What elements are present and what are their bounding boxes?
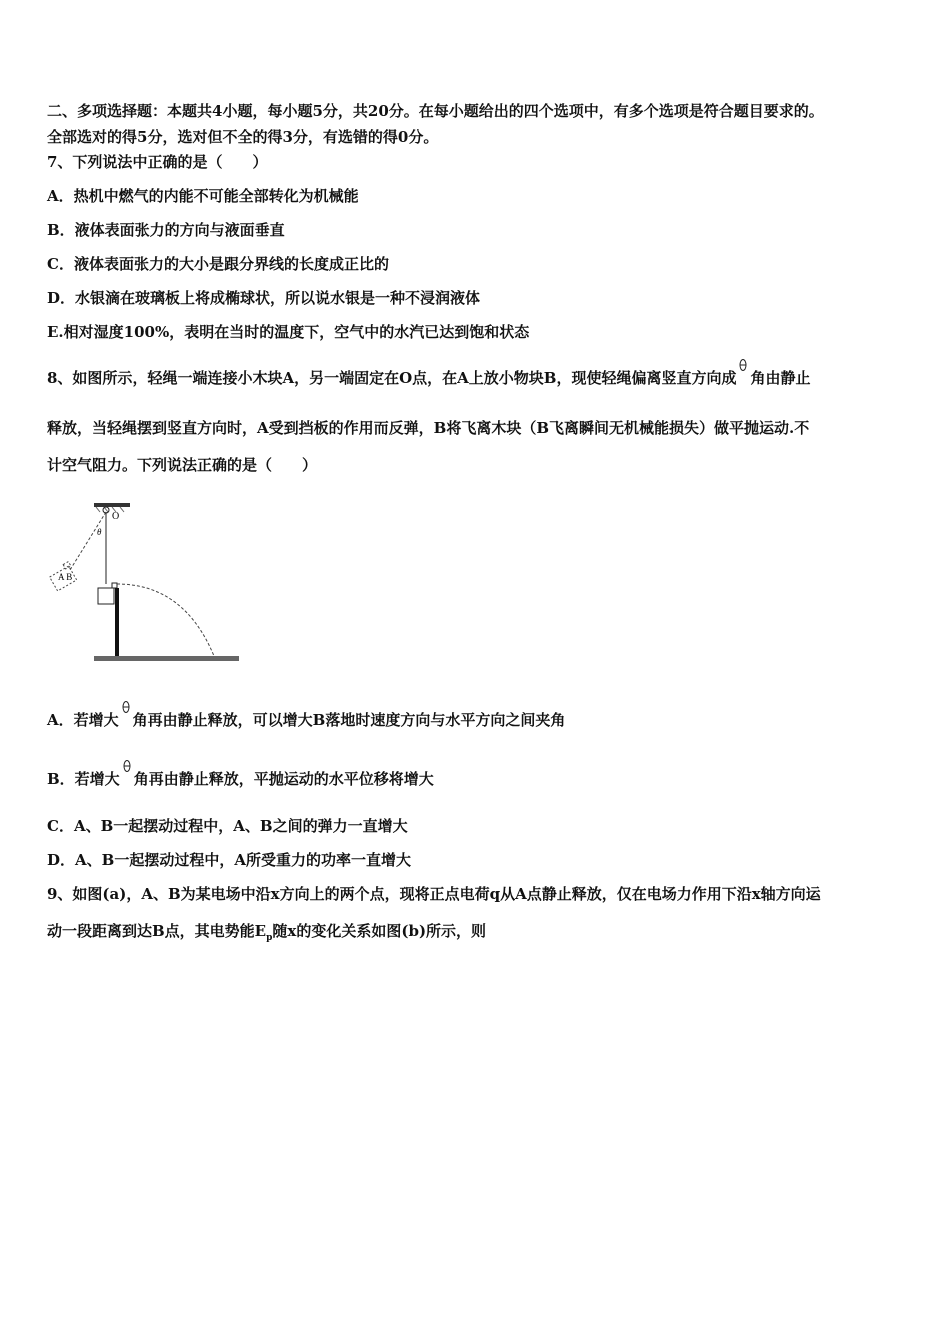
q9-stem-line2 [47,921,486,948]
q8-option-c: C．A、B一起摆动过程中，A、B之间的弹力一直增大 [47,817,408,835]
q7-option-c: C．液体表面张力的大小是跟分界线的长度成正比的 [47,255,389,273]
pendulum-svg [44,500,244,670]
block-b [112,583,117,588]
q8-option-b [47,769,434,789]
label-ab: A B [58,572,73,582]
q8-stem-line2: 释放，当轻绳摆到竖直方向时，A受到挡板的作用而反弹，B将飞离木块（B飞离瞬间无机械能损失）做平抛运动.不 [47,419,810,437]
projectile-trajectory [117,584,214,656]
label-theta: θ [97,527,102,537]
section-heading-line2: 全部选对的得5分，选对但不全的得3分，有选错的得0分。 [47,128,439,146]
ground [94,656,239,661]
q8-option-b-post: 角再由静止释放，平抛运动的水平位移将增大 [133,770,434,788]
q8-stem-line1-text: 8、如图所示，轻绳一端连接小木块A，另一端固定在O点，在A上放小物块B，现使轻绳偏离竖直方向成 [47,369,737,387]
q8-option-a [47,710,565,730]
q7-option-b: B．液体表面张力的方向与液面垂直 [47,221,285,239]
q7-option-d: D．水银滴在玻璃板上将成椭球状，所以说水银是一种不浸润液体 [47,289,481,307]
q8-option-a-pre: A．若增大 [47,711,119,729]
q7-stem: 7、下列说法中正确的是（ ） [47,153,268,171]
q9-stem-line1: 9、如图(a)，A、B为某电场中沿x方向上的两个点，现将正点电荷q从A点静止释放，仅在电场力作用下沿x轴方向运 [47,885,821,903]
q9-subscript-p: p [266,933,273,943]
q9-stem-line2-pre: 动一段距离到达B点，其电势能E [47,922,267,940]
pendulum-diagram [44,500,244,670]
ceiling-bar [94,503,130,507]
q8-stem-line1-tail: 角由静止 [750,369,811,387]
theta-symbol [120,769,134,789]
block-a [98,588,114,604]
q8-option-b-pre: B．若增大 [47,770,120,788]
q8-option-a-post: 角再由静止释放，可以增大B落地时速度方向与水平方向之间夹角 [132,711,566,729]
q7-option-a: A．热机中燃气的内能不可能全部转化为机械能 [47,187,359,205]
theta-symbol [119,710,133,730]
q9-stem-line2-post: 随x的变化关系如图(b)所示，则 [272,922,487,940]
q8-stem-line1 [47,368,810,388]
displaced-rope [70,512,106,570]
label-o: O [112,511,120,522]
stopper-pole [115,588,119,656]
q8-stem-line3: 计空气阻力。下列说法正确的是（ ） [47,456,318,474]
q7-option-e: E.相对湿度100%，表明在当时的温度下，空气中的水汽已达到饱和状态 [47,323,530,341]
theta-symbol [736,368,750,388]
q8-option-d: D．A、B一起摆动过程中，A所受重力的功率一直增大 [47,851,411,869]
section-heading-line1: 二、多项选择题：本题共4小题，每小题5分，共20分。在每小题给出的四个选项中，有多个选项是符合题目要求的。 [47,102,824,120]
